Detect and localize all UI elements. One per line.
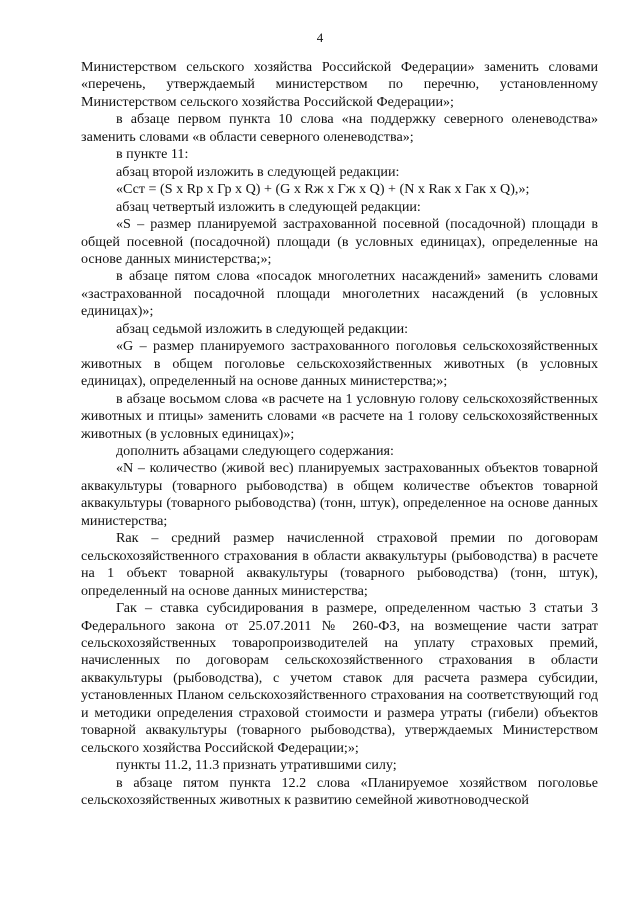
document-body bbox=[81, 59, 598, 809]
paragraph: в абзаце пятом пункта 12.2 слова «Планируемое хозяйством поголовье сельскохозяйственных животных к развитию семейной животноводческой bbox=[81, 774, 598, 809]
formula-paragraph: «Сст = (S x Rр x Гр x Q) + (G x Rж x Гж x Q) + (N x Rак x Гак x Q),»; bbox=[116, 181, 530, 198]
paragraph: Гак – ставка субсидирования в размере, определенном частью 3 статьи 3 Федерального закона от 25.07.2011 № 260-ФЗ, на возмещение части затрат сельскохозяйственных товаропроизводителей на уплату страховых премий, начисленных по договорам сельскохозяйственного страхования в области аквакультуры (рыбоводства), с учетом ставок для расчета размера субсидии, установленных Планом сельскохозяйственного страхования на соответствующий год и методики определения страховой стоимости и размера утраты (гибели) объектов товарной аквакультуры (товарного рыбоводства), утверждаемых Министерством сельского хозяйства Российской Федерации;»; bbox=[81, 600, 598, 756]
paragraph: в абзаце первом пункта 10 слова «на поддержку северного оленеводства» заменить словами «в области северного оленеводства»; bbox=[81, 111, 598, 145]
paragraph: Министерством сельского хозяйства Российской Федерации» заменить словами «перечень, утверждаемый министерством по перечню, установленному Министерством сельского хозяйства Российской Федерации»; bbox=[81, 59, 598, 110]
page-number: 4 bbox=[316, 30, 324, 45]
paragraph: абзац второй изложить в следующей редакции: bbox=[116, 163, 400, 180]
paragraph: в абзаце восьмом слова «в расчете на 1 условную голову сельскохозяйственных животных и птицы» заменить словами «в расчете на 1 голову сельскохозяйственных животных (в условных единицах)»; bbox=[81, 390, 598, 442]
paragraph: Rак – средний размер начисленной страховой премии по договорам сельскохозяйственного страхования в области аквакультуры (рыбоводства) в расчете на 1 объект товарной аквакультуры (товарного рыбоводства) (тонн, штук), определенный на основе данных министерства; bbox=[81, 530, 598, 599]
paragraph: «G – размер планируемого застрахованного поголовья сельскохозяйственных животных в общем поголовье сельскохозяйственных животных (в условных единицах), определенный на основе данных министерства;»; bbox=[81, 338, 598, 390]
paragraph: в пункте 11: bbox=[116, 146, 189, 163]
paragraph: абзац седьмой изложить в следующей редакции: bbox=[116, 320, 409, 337]
paragraph: дополнить абзацами следующего содержания: bbox=[116, 442, 394, 459]
paragraph: в абзаце пятом слова «посадок многолетних насаждений» заменить словами «застрахованной посадочной площади многолетних насаждений (в условных единицах)»; bbox=[81, 268, 598, 320]
paragraph: абзац четвертый изложить в следующей редакции: bbox=[116, 198, 421, 215]
paragraph: «N – количество (живой вес) планируемых застрахованных объектов товарной аквакультуры (товарного рыбоводства) в общем количестве объектов товарной аквакультуры (товарного рыбоводства) (тонн, штук), определенное на основе данных министерства; bbox=[81, 460, 598, 529]
paragraph: пункты 11.2, 11.3 признать утратившими силу; bbox=[116, 757, 397, 774]
paragraph: «S – размер планируемой застрахованной посевной (посадочной) площади в общей посевной (посадочной) площади (в условных единицах), определенные на основе данных министерства;»; bbox=[81, 216, 598, 267]
